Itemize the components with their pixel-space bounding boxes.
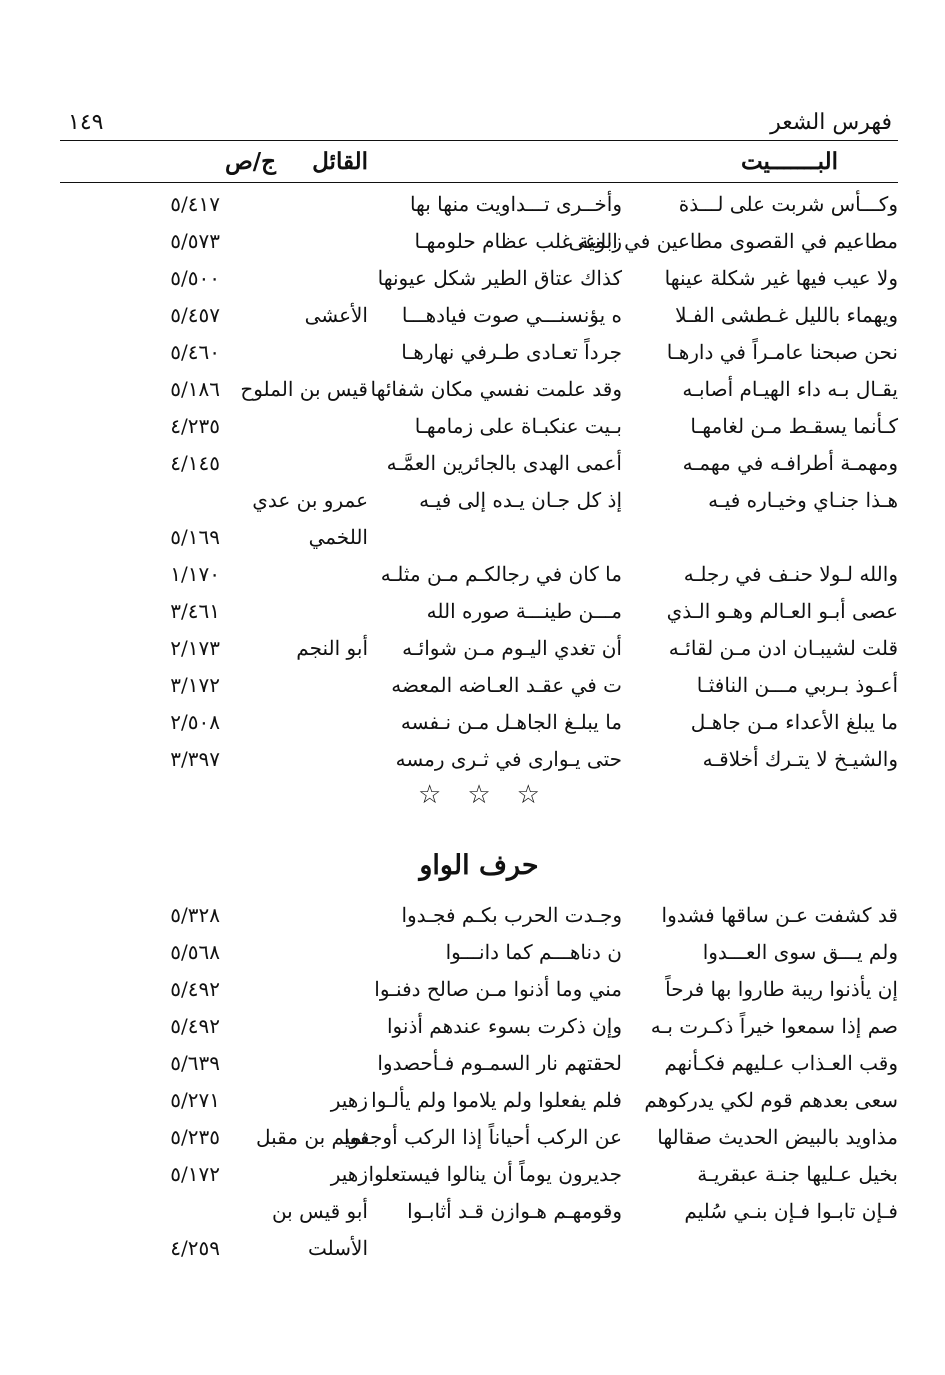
table-row: [60, 741, 898, 778]
verse-first-hemistich: والشيـخ لا يتـرك أخلاقـه: [702, 747, 898, 771]
poet-name: اللخمي: [308, 525, 368, 549]
table-row: [60, 704, 898, 741]
page-number: ١٤٩: [68, 110, 104, 135]
verse-second-hemistich: بـيت عنكبـاة على زمامهـا: [414, 414, 622, 438]
table-row: [60, 1045, 898, 1082]
verse-first-hemistich: مذاويد بالبيض الحديث صقالها: [657, 1125, 898, 1149]
volume-page-ref: ٥/٥٧٣: [170, 229, 220, 253]
verse-first-hemistich: يقـال بـه داء الهيـام أصابـه: [682, 377, 898, 401]
verse-second-hemistich: كذاك عتاق الطير شكل عيونها: [377, 266, 622, 290]
verse-first-hemistich: والله لـولا حنـف في رجلـه: [683, 562, 898, 586]
table-row: [60, 897, 898, 934]
verse-first-hemistich: قد كشفت عـن ساقها فشدوا: [661, 903, 898, 927]
star-icon: ☆: [418, 780, 468, 810]
volume-page-ref: ٥/١٦٩: [170, 525, 220, 549]
verse-second-hemistich: جديرون يوماً أن ينالوا فيستعلوا: [368, 1162, 622, 1186]
verse-second-hemistich: وقومهـم هـوازن قـد أثابـوا: [407, 1199, 622, 1223]
running-title: فهرس الشعر: [770, 110, 892, 135]
volume-page-ref: ٥/٤٦٠: [170, 340, 220, 364]
table-row: [60, 1008, 898, 1045]
table-row: [60, 297, 898, 334]
column-headers: [60, 148, 898, 180]
volume-page-ref: ١/١٧٠: [170, 562, 220, 586]
verse-first-hemistich: بخيل عـليها جنـة عبقريـة: [697, 1162, 898, 1186]
table-row: [60, 445, 898, 482]
index-table-section-2: [60, 897, 898, 1267]
table-row: [60, 971, 898, 1008]
table-row: [60, 408, 898, 445]
poet-name: قيس بن الملوح: [240, 377, 368, 401]
column-header-reference: ج/ص: [224, 148, 276, 175]
verse-first-hemistich: هـذا جنـاي وخيـاره فيـه: [708, 488, 898, 512]
volume-page-ref: ٣/١٧٢: [170, 673, 220, 697]
verse-first-hemistich: كـأنما يسقـط مـن لغامهـا: [690, 414, 898, 438]
volume-page-ref: ٢/١٧٣: [170, 636, 220, 660]
poet-name: عمرو بن عدي: [252, 488, 368, 512]
section-title: حرف الواو: [419, 850, 539, 881]
index-table-section-1: [60, 186, 898, 778]
volume-page-ref: ٥/٣٢٨: [170, 903, 220, 927]
poet-name: زهير: [330, 1162, 368, 1186]
volume-page-ref: ٤/٢٣٥: [170, 414, 220, 438]
verse-first-hemistich: ما يبلغ الأعداء مـن جاهـل: [690, 710, 898, 734]
column-header-verse: البـــــــيت: [740, 148, 838, 175]
table-row: [60, 482, 898, 519]
poet-name: تميم بن مقبل: [256, 1125, 368, 1149]
table-row: [60, 630, 898, 667]
volume-page-ref: ٣/٤٦١: [170, 599, 220, 623]
verse-first-hemistich: عصى أبـو العـالم وهـو الـذي: [666, 599, 898, 623]
verse-second-hemistich: ما يبلـغ الجاهـل مـن نـفسه: [400, 710, 622, 734]
verse-first-hemistich: وقب العـذاب عـليهم فكـأنهم: [664, 1051, 898, 1075]
volume-page-ref: ٥/١٨٦: [170, 377, 220, 401]
volume-page-ref: ٥/٢٧١: [170, 1088, 220, 1112]
verse-first-hemistich: ولم يـــق سوى العـــدوا: [702, 940, 898, 964]
verse-second-hemistich: ن دناهـــم كما دانـــوا: [445, 940, 622, 964]
volume-page-ref: ٥/٤٩٢: [170, 1014, 220, 1038]
verse-second-hemistich: ما كان في رجالكـم مـن مثلـه: [380, 562, 622, 586]
table-row: [60, 1156, 898, 1193]
star-icon: ☆: [467, 780, 517, 810]
verse-first-hemistich: صم إذا سمعوا خيراً ذكـرت بـه: [650, 1014, 898, 1038]
verse-second-hemistich: أعمى الهدى بالجائرين العمَّـه: [386, 451, 622, 475]
verse-first-hemistich: ومهمـة أطرافـه في مهمـه: [682, 451, 898, 475]
verse-second-hemistich: أن تغدي اليـوم مـن شوائـه: [402, 636, 622, 660]
volume-page-ref: ٥/٤١٧: [170, 192, 220, 216]
poet-name: الأعشى: [304, 303, 368, 327]
verse-second-hemistich: وجـدت الحرب بكـم فجـدوا: [401, 903, 622, 927]
verse-second-hemistich: وأخــرى تـــداويت منها بها: [409, 192, 622, 216]
verse-first-hemistich: أعـوذ بـربي مـــن النافثـا: [696, 673, 898, 697]
table-row: [60, 1119, 898, 1156]
table-row: [60, 1193, 898, 1230]
verse-second-hemistich: مني وما أذنوا مـن صالح دفنـوا: [374, 977, 622, 1001]
volume-page-ref: ٥/٢٣٥: [170, 1125, 220, 1149]
verse-second-hemistich: عن الركب أحياناً إذا الركب أوجفوا: [344, 1125, 622, 1149]
verse-second-hemistich: جرداً تعـادى طـرفي نهارهـا: [401, 340, 622, 364]
table-row: [60, 223, 898, 260]
verse-second-hemistich: وإن ذكرت بسوء عندهم أذنوا: [386, 1014, 622, 1038]
verse-first-hemistich: سعى بعدهم قوم لكي يدركوهم: [644, 1088, 898, 1112]
table-row: [60, 186, 898, 223]
verse-second-hemistich: ت في عقـد العـاضه المعضه: [391, 673, 622, 697]
table-row: [60, 519, 898, 556]
column-header-poet: القائل: [312, 148, 368, 175]
table-row: [60, 667, 898, 704]
verse-second-hemistich: فلم يفعلوا ولم يلاموا ولم يألـوا: [371, 1088, 622, 1112]
header-rule: [60, 140, 898, 141]
column-header-rule: [60, 182, 898, 183]
verse-first-hemistich: ولا عيب فيها غير شكلة عينها: [664, 266, 898, 290]
table-row: [60, 1082, 898, 1119]
table-row: [60, 371, 898, 408]
section-divider-stars: [60, 780, 898, 810]
volume-page-ref: ٥/٥٠٠: [170, 266, 220, 290]
verse-first-hemistich: نحن صبحنا عامـراً في دارهـا: [666, 340, 898, 364]
table-row: [60, 593, 898, 630]
verse-first-hemistich: إن يأذنوا ريبة طاروا بها فرحاً: [665, 977, 898, 1001]
volume-page-ref: ٢/٥٠٨: [170, 710, 220, 734]
poet-name: أبو النجم: [296, 636, 368, 660]
poet-name: الأسلت: [308, 1236, 368, 1260]
verse-first-hemistich: قلت لشيبـان ادن مـن لقائـه: [668, 636, 898, 660]
running-head: [60, 110, 898, 140]
volume-page-ref: ٤/١٤٥: [170, 451, 220, 475]
volume-page-ref: ٥/٦٣٩: [170, 1051, 220, 1075]
star-icon: ☆: [516, 780, 566, 810]
verse-second-hemistich: إذ كل جـان يـده إلى فيـه: [419, 488, 622, 512]
table-row: [60, 334, 898, 371]
table-row: [60, 934, 898, 971]
volume-page-ref: ٥/٥٦٨: [170, 940, 220, 964]
verse-first-hemistich: مطاعيم في القصوى مطاعين في الوغى: [568, 229, 898, 253]
volume-page-ref: ٤/٢٥٩: [170, 1236, 220, 1260]
verse-second-hemistich: لحقتهم نار السمـوم فـأحصدوا: [377, 1051, 622, 1075]
verse-second-hemistich: وقد علمت نفسي مكان شفائها: [370, 377, 622, 401]
volume-page-ref: ٣/٣٩٧: [170, 747, 220, 771]
volume-page-ref: ٥/٤٥٧: [170, 303, 220, 327]
volume-page-ref: ٥/١٧٢: [170, 1162, 220, 1186]
verse-first-hemistich: ويهماء بالليل غـطشى الفـلا: [675, 303, 898, 327]
table-row: [60, 260, 898, 297]
poet-name: زهير: [330, 1088, 368, 1112]
verse-second-hemistich: ه يؤنسنـــي صوت فيادهـــا: [401, 303, 622, 327]
poet-name: أبو قيس بن: [271, 1199, 368, 1223]
volume-page-ref: ٥/٤٩٢: [170, 977, 220, 1001]
verse-first-hemistich: وكـــأس شربت على لـــذة: [678, 192, 898, 216]
table-row: [60, 556, 898, 593]
verse-second-hemistich: مـــن طينـــة صوره الله: [426, 599, 622, 623]
verse-first-hemistich: فـإن تابـوا فـإن بنـي سُليم: [684, 1199, 898, 1223]
verse-second-hemistich: زبانية غلب عظام حلومهـا: [414, 229, 622, 253]
table-row: [60, 1230, 898, 1267]
verse-second-hemistich: حتى يـوارى في ثـرى رمسه: [395, 747, 622, 771]
